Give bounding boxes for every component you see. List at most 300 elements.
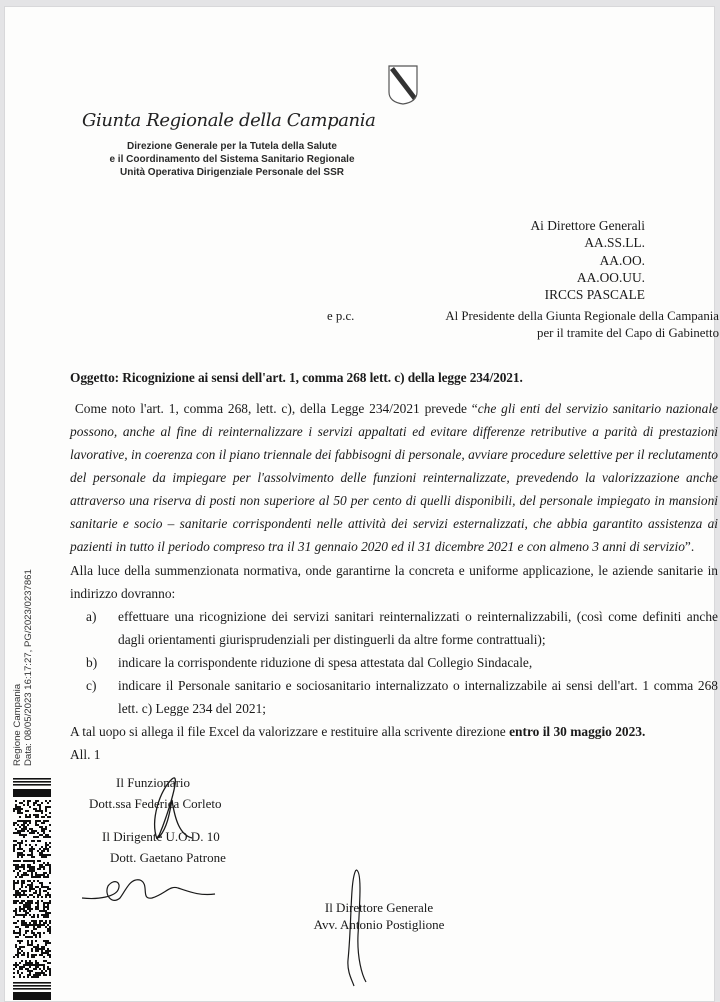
barcode-module [25,910,27,912]
barcode-module [41,952,43,954]
barcode-module [45,864,47,866]
barcode-module [49,922,51,924]
barcode-module [31,886,33,888]
barcode-module [43,948,45,950]
barcode-module [27,942,29,944]
barcode-module [23,828,25,830]
barcode-module [37,900,39,902]
barcode-module [25,960,27,962]
barcode-module [25,936,27,938]
barcode-module [43,868,45,870]
barcode-module [31,868,33,870]
barcode-module [41,826,43,828]
barcode-module [43,974,45,976]
barcode-module [49,866,51,868]
barcode-module [25,932,27,934]
barcode-module [41,846,43,848]
barcode-module [37,966,39,968]
barcode-module [19,816,21,818]
barcode-module [47,968,49,970]
barcode-module [49,928,51,930]
barcode-module [29,832,31,834]
barcode-module [23,872,25,874]
barcode-module [37,810,39,812]
barcode-module [27,924,29,926]
barcode-module [23,908,25,910]
barcode-module [15,944,17,946]
barcode-module [43,822,45,824]
barcode-module [49,872,51,874]
barcode-module [13,932,15,934]
barcode-module [29,974,31,976]
barcode-module [17,806,19,808]
barcode-module [35,920,37,922]
barcode-module [41,822,43,824]
barcode-module [29,900,31,902]
cc-line: Al Presidente della Giunta Regionale della Campania [445,309,719,323]
barcode-module [33,976,35,978]
barcode-module [41,970,43,972]
barcode-module [41,802,43,804]
barcode-module [37,924,39,926]
barcode-module [33,926,35,928]
barcode-module [43,924,45,926]
barcode-module [49,800,51,802]
barcode-module [25,814,27,816]
barcode-module [49,896,51,898]
barcode-module [27,820,29,822]
barcode-module [43,904,45,906]
barcode-module [43,916,45,918]
barcode-module [39,922,41,924]
barcode-module [19,946,21,948]
barcode-module [13,808,15,810]
barcode-module [13,902,15,904]
barcode-module [47,854,49,856]
barcode-module [29,844,31,846]
barcode-module [13,976,15,978]
barcode-module [25,962,27,964]
barcode-module [31,848,33,850]
barcode-module [47,816,49,818]
barcode-module [27,974,29,976]
barcode-module [33,802,35,804]
barcode-module [19,976,21,978]
barcode-module [45,926,47,928]
barcode-module [47,886,49,888]
barcode-module [37,800,39,802]
barcode-module [25,914,27,916]
barcode-module [25,886,27,888]
barcode-module [27,860,29,862]
barcode-module [33,896,35,898]
barcode-module [33,832,35,834]
barcode-module [23,924,25,926]
barcode-module [13,778,51,780]
barcode-module [17,900,19,902]
barcode-module [21,960,23,962]
barcode-module [39,820,41,822]
barcode-module [33,804,35,806]
barcode-module [47,908,49,910]
barcode-module [43,908,45,910]
barcode-module [25,906,27,908]
barcode-module [21,908,23,910]
barcode-module [19,848,21,850]
barcode-module [29,966,31,968]
barcode-module [35,974,37,976]
barcode-module [41,884,43,886]
barcode-module [39,864,41,866]
barcode-module [27,864,29,866]
barcode-module [45,974,47,976]
barcode-module [27,830,29,832]
barcode-module [13,982,51,984]
barcode-module [17,892,19,894]
barcode-module [39,920,41,922]
barcode-module [29,866,31,868]
barcode-module [17,948,19,950]
barcode-module [43,940,45,942]
barcode-module [37,908,39,910]
barcode-module [33,862,35,864]
barcode-module [39,860,41,862]
barcode-module [41,882,43,884]
barcode-module [21,880,23,882]
barcode-module [21,864,23,866]
barcode-module [21,820,23,822]
barcode-module [45,842,47,844]
barcode-module [13,844,15,846]
barcode-module [35,836,37,838]
barcode-module [33,946,35,948]
barcode-module [47,834,49,836]
barcode-module [25,902,27,904]
barcode-module [21,886,23,888]
barcode-module [13,964,15,966]
barcode-module [37,946,39,948]
barcode-module [21,968,23,970]
barcode-module [37,976,39,978]
barcode-module [25,904,27,906]
barcode-module [39,948,41,950]
barcode-module [25,834,27,836]
barcode-module [23,906,25,908]
barcode-module [27,816,29,818]
barcode-module [17,914,19,916]
barcode-module [23,914,25,916]
barcode-module [43,876,45,878]
barcode-module [17,854,19,856]
barcode-module [15,840,17,842]
barcode-module [17,864,19,866]
barcode-module [25,860,27,862]
barcode-module [31,894,33,896]
barcode-module [29,910,31,912]
barcode-module [19,948,21,950]
barcode-module [31,908,33,910]
barcode-module [15,864,17,866]
barcode-module [13,888,15,890]
barcode-module [43,932,45,934]
barcode-module [35,972,37,974]
barcode-module [45,886,47,888]
barcode-module [43,960,45,962]
barcode-module [29,806,31,808]
barcode-module [23,920,25,922]
barcode-module [37,868,39,870]
barcode-module [35,800,37,802]
barcode-module [27,874,29,876]
barcode-module [19,966,21,968]
barcode-module [39,926,41,928]
barcode-module [15,822,17,824]
barcode-module [19,846,21,848]
barcode-module [21,854,23,856]
barcode-module [39,806,41,808]
barcode-module [33,856,35,858]
barcode-module [49,836,51,838]
barcode-module [47,942,49,944]
barcode-module [23,868,25,870]
barcode-module [35,902,37,904]
barcode-module [15,894,17,896]
barcode-module [49,956,51,958]
barcode-module [21,876,23,878]
barcode-module [23,946,25,948]
barcode-module [21,920,23,922]
barcode-module [49,812,51,814]
barcode-module [45,876,47,878]
barcode-module [27,896,29,898]
barcode-module [45,922,47,924]
barcode-module [29,914,31,916]
barcode-module [31,884,33,886]
barcode-module [27,902,29,904]
barcode-module [19,908,21,910]
barcode-module [45,806,47,808]
barcode-module [17,920,19,922]
barcode-module [37,902,39,904]
barcode-module [37,804,39,806]
barcode-module [21,882,23,884]
barcode-module [33,922,35,924]
department-line: Direzione Generale per la Tutela della Salute [127,141,337,152]
barcode-module [23,864,25,866]
barcode-module [29,820,31,822]
barcode-module [47,966,49,968]
department-line: e il Coordinamento del Sistema Sanitario Regionale [109,154,355,165]
barcode-module [49,900,51,902]
barcode-module [39,882,41,884]
barcode-module [45,800,47,802]
barcode-module [47,850,49,852]
paragraph-outro: ”. [684,539,695,554]
barcode-module [21,894,23,896]
barcode-module [15,962,17,964]
barcode-module [29,884,31,886]
giunta-logo-text: Giunta Regionale della Campania [82,110,376,131]
barcode-module [35,946,37,948]
barcode-module [41,972,43,974]
signature-funzionario [89,772,718,814]
barcode-module [49,842,51,844]
barcode-module [37,948,39,950]
barcode-module [31,932,33,934]
barcode-module [19,866,21,868]
barcode-module [49,888,51,890]
barcode-module [29,922,31,924]
barcode-module [23,952,25,954]
barcode-module [35,908,37,910]
barcode-module [49,868,51,870]
barcode-module [19,932,21,934]
barcode-module [47,924,49,926]
barcode-module [17,860,19,862]
barcode-module [13,894,15,896]
protocol-stamp [12,569,34,766]
barcode-module [35,808,37,810]
barcode-module [45,916,47,918]
barcode-module [45,848,47,850]
barcode-module [19,802,21,804]
barcode-module [15,912,17,914]
barcode-module [37,880,39,882]
list-item [86,651,718,674]
barcode-module [21,890,23,892]
barcode-module [27,968,29,970]
barcode-module [25,816,27,818]
barcode-module [21,802,23,804]
barcode-module [35,922,37,924]
barcode-module [47,806,49,808]
barcode-module [17,832,19,834]
barcode-module [33,914,35,916]
barcode-module [31,936,33,938]
signatory-role: Il Dirigente U.O.D. 10 [102,829,220,844]
barcode-module [27,906,29,908]
barcode-module [45,952,47,954]
barcode-module [39,954,41,956]
barcode-module [37,816,39,818]
barcode-module [37,876,39,878]
barcode-module [33,968,35,970]
barcode-module [15,954,17,956]
attachment-count: All. 1 [70,747,101,762]
barcode-module [29,908,31,910]
barcode-module [45,814,47,816]
barcode-module [15,896,17,898]
barcode-module [21,866,23,868]
barcode-module [27,866,29,868]
barcode-module [17,848,19,850]
barcode-module [43,966,45,968]
attachment-note [70,720,718,743]
barcode-module [33,830,35,832]
barcode-module [19,820,21,822]
barcode-module [19,888,21,890]
barcode-module [39,810,41,812]
barcode-module [17,952,19,954]
barcode-module [43,972,45,974]
barcode-module [17,932,19,934]
barcode-module [49,912,51,914]
barcode-module [25,810,27,812]
barcode-module [27,926,29,928]
barcode-module [21,940,23,942]
cc-label: e p.c. [327,309,355,323]
barcode-module [49,954,51,956]
barcode-module [47,864,49,866]
barcode-module [21,840,23,842]
barcode-module [47,948,49,950]
barcode-module [29,800,31,802]
barcode-module [13,860,15,862]
barcode-module [47,862,49,864]
barcode-module [25,826,27,828]
signature-direttore [289,899,469,933]
barcode-module [23,976,25,978]
barcode-module [21,842,23,844]
barcode-module [25,828,27,830]
barcode-module [43,874,45,876]
barcode-module [45,942,47,944]
barcode-module [13,848,15,850]
barcode-module [45,902,47,904]
barcode-module [33,880,35,882]
barcode-module [37,814,39,816]
barcode-module [33,876,35,878]
barcode-module [27,880,29,882]
barcode-module [25,924,27,926]
barcode-module [27,936,29,938]
barcode-module [45,970,47,972]
barcode-module [15,882,17,884]
barcode-module [37,932,39,934]
barcode-module [31,900,33,902]
barcode-module [17,872,19,874]
barcode-module [49,932,51,934]
barcode-module [21,856,23,858]
barcode-module [45,808,47,810]
barcode-module [19,876,21,878]
barcode-module [45,836,47,838]
barcode-module [29,860,31,862]
barcode-module [27,804,29,806]
barcode-module [43,902,45,904]
barcode-module [47,916,49,918]
barcode-module [23,800,25,802]
barcode-module [39,892,41,894]
barcode-module [25,912,27,914]
barcode-module [27,962,29,964]
barcode-module [35,874,37,876]
barcode-module [49,972,51,974]
barcode-module [37,896,39,898]
barcode-module [13,840,15,842]
barcode-module [39,936,41,938]
barcode-module [45,914,47,916]
list-marker: c) [86,678,97,693]
barcode-module [17,830,19,832]
signatory-role: Il Direttore Generale [324,900,434,915]
barcode-module [43,816,45,818]
barcode-module [19,860,21,862]
barcode-module [37,886,39,888]
barcode-module [15,908,17,910]
barcode-module [17,950,19,952]
barcode-module [37,962,39,964]
